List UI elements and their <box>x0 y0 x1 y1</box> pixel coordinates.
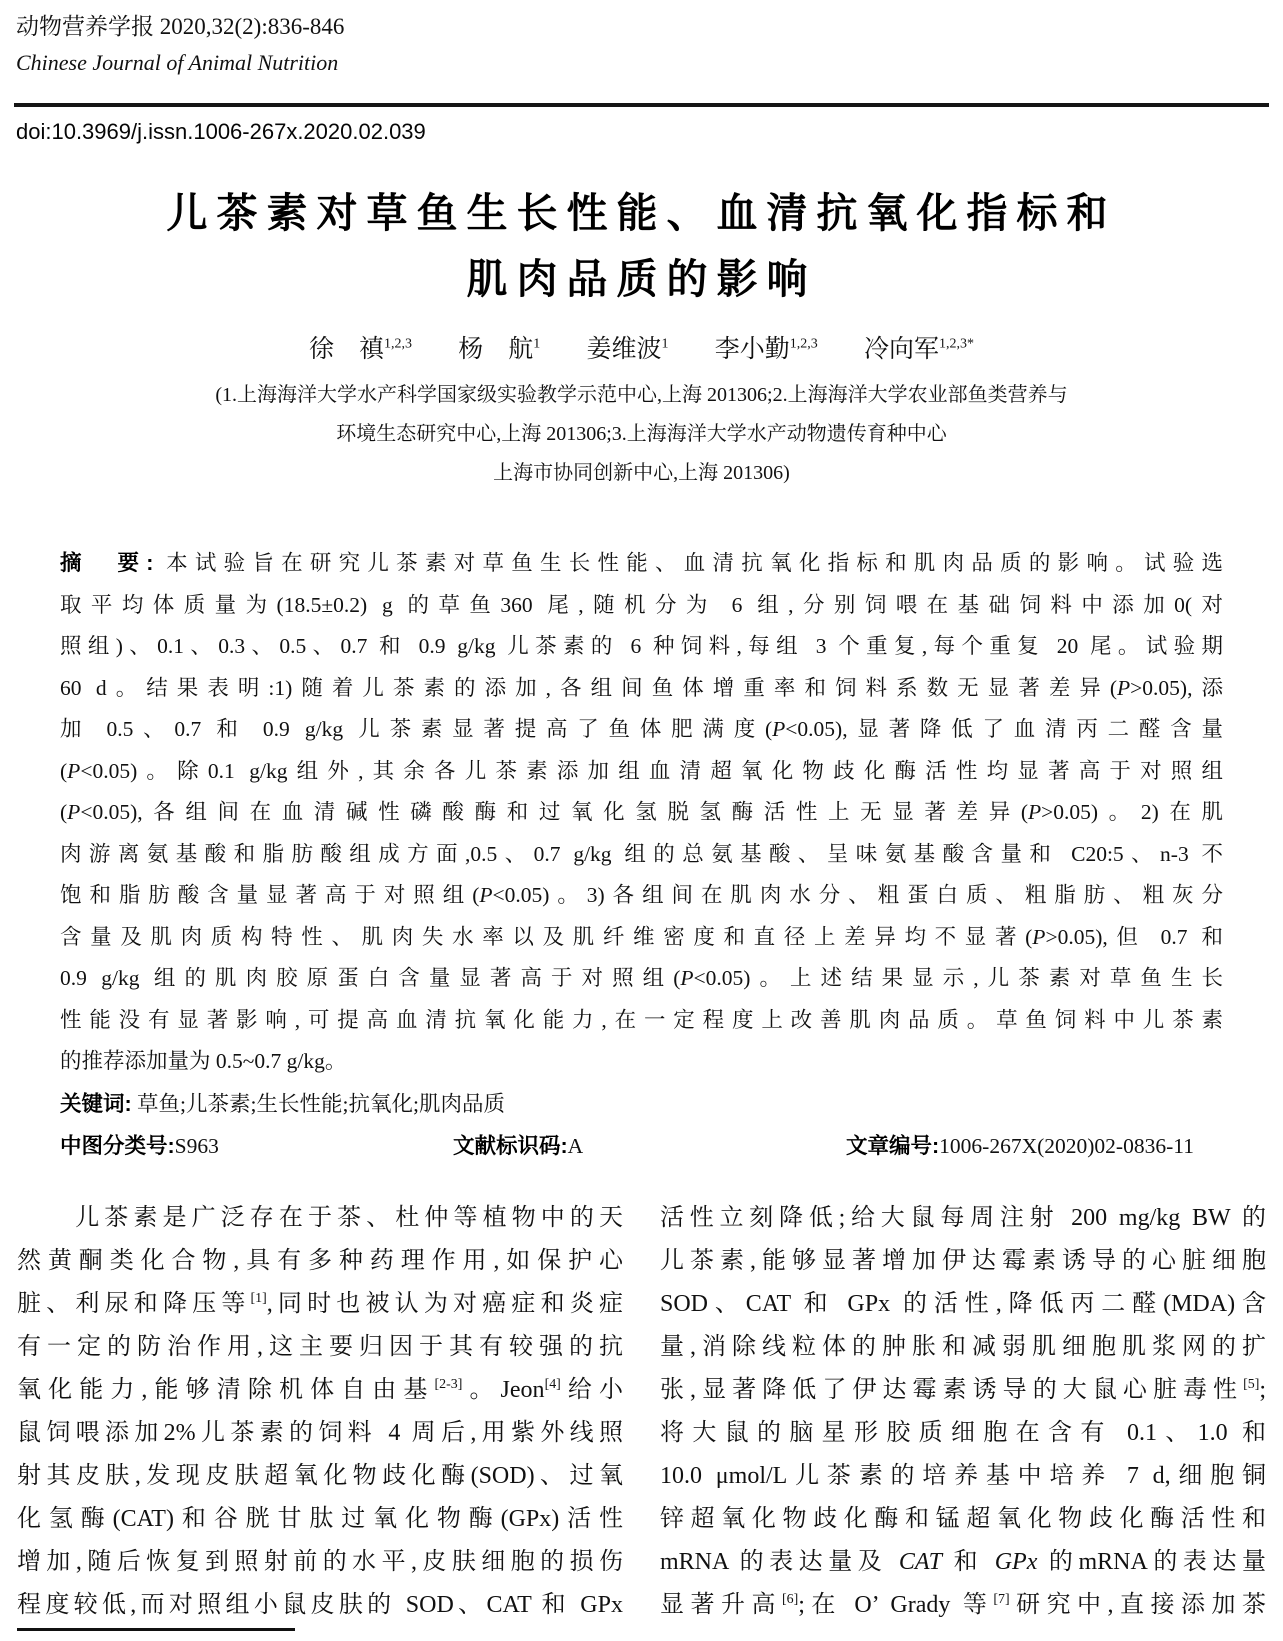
text-line: 儿茶素是广泛存在于茶、杜仲等植物中的天 <box>17 1204 623 1231</box>
text-line: 张,显著降低了伊达霉素诱导的大鼠心脏毒性[5]; <box>660 1376 1266 1403</box>
author: 冷向军$^{1,2,3*}$ <box>864 336 975 363</box>
author: 杨 航$^1$ <box>458 336 541 363</box>
article-id: 文章编号:1006-267X(2020)02-0836-11 <box>846 1133 1194 1158</box>
text-line: 然黄酮类化合物,具有多种药理作用,如保护心 <box>17 1247 623 1274</box>
clc-number: 中图分类号:S963 <box>60 1133 219 1158</box>
affiliations <box>0 376 1283 493</box>
keywords-line <box>60 1083 1223 1125</box>
text-line: 儿茶素,能够显著增加伊达霉素诱导的心脏细胞 <box>660 1247 1266 1274</box>
text-line: 锌超氧化物歧化酶和锰超氧化物歧化酶活性和 <box>660 1505 1266 1532</box>
text-line: 0.9 g/kg 组的肌肉胶原蛋白含量显著高于对照组(P<0.05)。上述结果显示,儿茶素对草鱼生长 <box>60 966 1223 990</box>
abstract <box>60 543 1223 1083</box>
text-line: 性能没有显著影响,可提高血清抗氧化能力,在一定程度上改善肌肉品质。草鱼饲料中儿茶素 <box>60 1007 1223 1032</box>
journal-name-en: Chinese Journal of Animal Nutrition <box>16 50 339 75</box>
classification-line <box>60 1125 1223 1167</box>
body-columns <box>17 1197 1266 1627</box>
author-affil-sup: 1,2,3 <box>383 336 412 352</box>
affiliation-line: (1.上海海洋大学水产科学国家级实验教学示范中心,上海 201306;2.上海海洋大学农业部鱼类营养与 <box>215 384 1068 406</box>
author-list <box>0 333 1283 367</box>
text-line: SOD、CAT 和 GPx 的活性,降低丙二醛(MDA)含 <box>660 1290 1266 1317</box>
text-line: 饱和脂肪酸含量显著高于对照组(P<0.05)。3)各组间在肌肉水分、粗蛋白质、粗脂肪、粗灰分 <box>60 883 1223 907</box>
header-divider <box>14 103 1269 107</box>
text-line: 量,消除线粒体的肿胀和减弱肌细胞肌浆网的扩 <box>660 1333 1266 1360</box>
text-line: mRNA 的表达量及 CAT 和 GPx 的mRNA的表达量 <box>660 1548 1267 1575</box>
text-line: 增加,随后恢复到照射前的水平,皮肤细胞的损伤 <box>17 1548 623 1575</box>
journal-name-cn: 动物营养学报 2020,32(2):836-846 <box>16 14 345 39</box>
article-title <box>20 180 1263 312</box>
text-line: 的推荐添加量为 0.5~0.7 g/kg。 <box>60 1049 347 1073</box>
footnote-divider <box>17 1628 295 1631</box>
text-line: 加 0.5、0.7 和 0.9 g/kg 儿茶素显著提高了鱼体肥满度(P<0.05),显著降低了血清丙二醛含量 <box>60 717 1223 741</box>
text-line: 活性立刻降低;给大鼠每周注射 200 mg/kg BW 的 <box>660 1204 1266 1231</box>
affiliation-line: 环境生态研究中心,上海 201306;3.上海海洋大学水产动物遗传育种中心 <box>336 423 947 445</box>
text-line: 含量及肌肉质构特性、肌肉失水率以及肌纤维密度和直径上差异均不显著(P>0.05),但 0.7 和 <box>60 924 1223 949</box>
journal-header <box>0 0 1283 78</box>
left-column <box>17 1197 623 1627</box>
text-line: 程度较低,而对照组小鼠皮肤的 SOD、CAT 和 GPx <box>17 1591 623 1618</box>
text-line: 10.0 μmol/L儿茶素的培养基中培养 7 d,细胞铜 <box>660 1462 1266 1489</box>
text-line: 有一定的防治作用,这主要归因于其有较强的抗 <box>17 1333 623 1360</box>
text-line: (P<0.05),各组间在血清碱性磷酸酶和过氧化氢脱氢酶活性上无显著差异(P>0.05)。2)在肌 <box>60 800 1223 824</box>
author: 李小勤$^{1,2,3}$ <box>714 336 818 363</box>
text-line: 射其皮肤,发现皮肤超氧化物歧化酶(SOD)、过氧 <box>17 1462 623 1489</box>
text-line: 显著升高[6];在 O’ Grady 等[7]研究中,直接添加茶 <box>660 1591 1267 1618</box>
keywords-text: 草鱼;儿茶素;生长性能;抗氧化;肌肉品质 <box>131 1091 505 1116</box>
text-line: 肉游离氨基酸和脂肪酸组成方面,0.5、0.7 g/kg 组的总氨基酸、呈味氨基酸含量和 C20:5、n-3 不 <box>60 841 1223 866</box>
text-line: 化氢酶(CAT)和谷胱甘肽过氧化物酶(GPx)活性 <box>17 1505 623 1532</box>
author-affil-sup: 1,2,3 <box>789 336 818 352</box>
article-title-line-2: 肌肉品质的影响 <box>466 256 817 302</box>
text-line: 照组)、0.1、0.3、0.5、0.7 和 0.9 g/kg 儿茶素的 6 种饲料,每组 3 个重复,每个重复 20 尾。试验期 <box>60 634 1223 658</box>
text-line: 氧化能力,能够清除机体自由基[2-3]。Jeon[4]给小 <box>17 1376 623 1403</box>
doi-line: doi:10.3969/j.issn.1006-267x.2020.02.039 <box>16 119 426 144</box>
right-column <box>660 1197 1266 1627</box>
author-affil-sup: 1 <box>533 336 541 352</box>
affiliation-line: 上海市协同创新中心,上海 201306) <box>493 462 790 484</box>
text-line: 60 d。结果表明:1)随着儿茶素的添加,各组间鱼体增重率和饲料系数无显著差异(P>0.05),添 <box>60 675 1223 700</box>
author: 徐 禛$^{1,2,3}$ <box>308 336 412 363</box>
keywords-label: 关键词: <box>60 1091 132 1116</box>
author-affil-sup: 1 <box>661 336 669 352</box>
author: 姜维波$^1$ <box>586 336 669 363</box>
text-line: 将大鼠的脑星形胶质细胞在含有 0.1、1.0 和 <box>660 1419 1266 1446</box>
text-line: 取平均体质量为(18.5±0.2) g 的草鱼360 尾,随机分为 6 组,分别饲喂在基础饲料中添加0(对 <box>60 592 1223 617</box>
document-code: 文献标识码:A <box>453 1133 584 1158</box>
text-line: 鼠饲喂添加2%儿茶素的饲料 4 周后,用紫外线照 <box>17 1419 623 1446</box>
article-title-line-1: 儿茶素对草鱼生长性能、血清抗氧化指标和 <box>166 190 1117 236</box>
text-line: 脏、利尿和降压等[1],同时也被认为对癌症和炎症 <box>17 1290 624 1317</box>
text-line: (P<0.05)。除0.1 g/kg组外,其余各儿茶素添加组血清超氧化物歧化酶活性均显著高于对照组 <box>60 758 1223 783</box>
author-affil-sup: 1,2,3* <box>939 336 975 352</box>
text-line: 摘 要: 本试验旨在研究儿茶素对草鱼生长性能、血清抗氧化指标和肌肉品质的影响。试验选 <box>60 551 1223 575</box>
